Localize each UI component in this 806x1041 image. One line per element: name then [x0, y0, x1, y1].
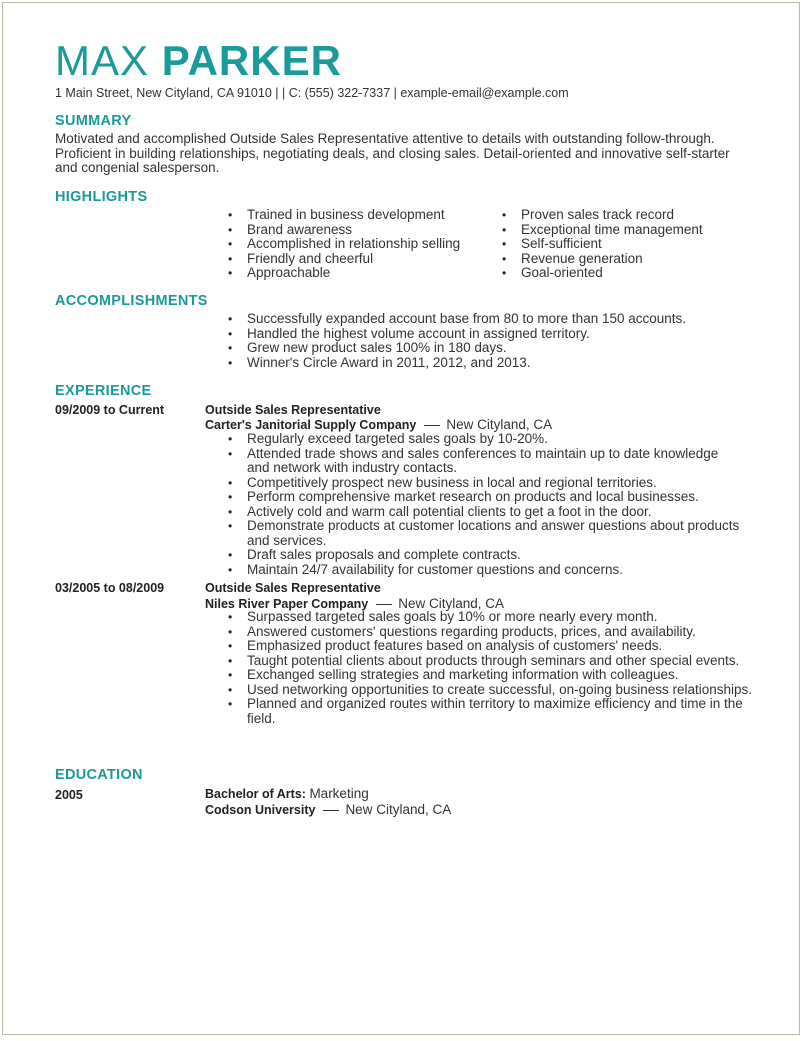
list-item: • Surpassed targeted sales goals by 10% or more nearly every month. [223, 610, 753, 625]
school-location: New Cityland, CA [345, 802, 452, 817]
job-title: Outside Sales Representative [205, 581, 381, 595]
dash-separator [424, 425, 440, 426]
list-item: • Brand awareness [223, 223, 493, 238]
education-school [205, 802, 451, 817]
company-location: New Cityland, CA [398, 596, 505, 611]
list-item: • Planned and organized routes within territory to maximize efficiency and time in the field. [223, 697, 753, 726]
list-item: • Demonstrate products at customer locations and answer questions about products and services. [223, 519, 743, 548]
job-dates: 03/2005 to 08/2009 [55, 581, 165, 595]
list-item: • Accomplished in relationship selling [223, 237, 493, 252]
job-duties-list [223, 432, 743, 577]
job-company [205, 417, 552, 432]
first-name: MAX [55, 37, 150, 84]
list-item: • Approachable [223, 266, 493, 281]
list-item: • Draft sales proposals and complete contracts. [223, 548, 743, 563]
education-heading: EDUCATION [55, 767, 143, 783]
job-duties-list [223, 610, 753, 726]
list-item: • Self-sufficient [497, 237, 767, 252]
last-name: PARKER [161, 37, 342, 84]
job-title: Outside Sales Representative [205, 403, 381, 417]
list-item: • Perform comprehensive market research on products and local businesses. [223, 490, 743, 505]
degree-name: Bachelor of Arts: [205, 787, 306, 801]
list-item: • Goal-oriented [497, 266, 767, 281]
highlights-heading: HIGHLIGHTS [55, 189, 148, 205]
list-item: • Successfully expanded account base from 80 to more than 150 accounts. [223, 312, 763, 327]
contact-line: 1 Main Street, New Cityland, CA 91010 | | C: (555) 322-7337 | example-email@example.com [55, 86, 569, 100]
list-item: • Friendly and cheerful [223, 252, 493, 267]
summary-heading: SUMMARY [55, 113, 132, 129]
list-item: • Maintain 24/7 availability for customer questions and concerns. [223, 563, 743, 578]
education-year: 2005 [55, 788, 83, 802]
list-item: • Revenue generation [497, 252, 767, 267]
highlights-right-list [497, 208, 767, 281]
accomplishments-heading: ACCOMPLISHMENTS [55, 293, 208, 309]
experience-heading: EXPERIENCE [55, 383, 152, 399]
dash-separator [323, 810, 339, 811]
dash-separator [376, 604, 392, 605]
list-item: • Trained in business development [223, 208, 493, 223]
list-item: • Attended trade shows and sales conferences to maintain up to date knowledge and network with industry contacts. [223, 447, 743, 476]
list-item: • Answered customers' questions regarding products, prices, and availability. [223, 625, 753, 640]
candidate-name [55, 38, 342, 84]
education-degree [205, 786, 369, 801]
school-name: Codson University [205, 803, 316, 817]
list-item: • Regularly exceed targeted sales goals by 10-20%. [223, 432, 743, 447]
list-item: • Emphasized product features based on analysis of customers' needs. [223, 639, 753, 654]
list-item: • Exceptional time management [497, 223, 767, 238]
list-item: • Competitively prospect new business in local and regional territories. [223, 476, 743, 491]
degree-major: Marketing [309, 786, 369, 801]
list-item: • Proven sales track record [497, 208, 767, 223]
list-item: • Taught potential clients about products through seminars and other special events. [223, 654, 753, 669]
list-item: • Handled the highest volume account in assigned territory. [223, 327, 763, 342]
list-item: • Winner's Circle Award in 2011, 2012, and 2013. [223, 356, 763, 371]
company-location: New Cityland, CA [446, 417, 553, 432]
job-dates: 09/2009 to Current [55, 403, 165, 417]
list-item: • Used networking opportunities to create successful, on-going business relationships. [223, 683, 753, 698]
company-name: Carter's Janitorial Supply Company [205, 418, 417, 432]
company-name: Niles River Paper Company [205, 597, 369, 611]
list-item: • Grew new product sales 100% in 180 days. [223, 341, 763, 356]
highlights-left-list [223, 208, 493, 281]
summary-text: Motivated and accomplished Outside Sales Representative attentive to details with outstanding follow-through. Proficient in building relationships, negotiating deals, and closing sales. Detail-oriented and innovative self-starter and congenial salesperson. [55, 131, 730, 176]
list-item: • Exchanged selling strategies and marketing information with colleagues. [223, 668, 753, 683]
list-item: • Actively cold and warm call potential clients to get a foot in the door. [223, 505, 743, 520]
accomplishments-list [223, 312, 763, 370]
